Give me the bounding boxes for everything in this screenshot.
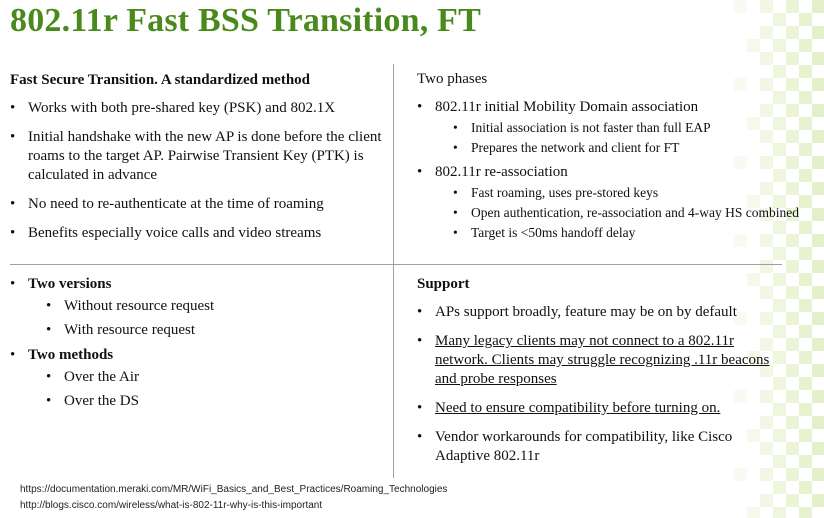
panel-heading: Fast Secure Transition. A standardized method <box>10 72 311 88</box>
sub-list-item: • Fast roaming, uses pre-stored keys <box>453 184 817 202</box>
pattern-square <box>799 13 812 26</box>
pattern-square <box>773 13 786 26</box>
phase-label: 802.11r re-association <box>435 164 568 180</box>
pattern-square <box>799 351 812 364</box>
pattern-square <box>760 0 773 13</box>
pattern-square <box>812 494 824 507</box>
pattern-square <box>773 481 786 494</box>
pattern-square <box>799 273 812 286</box>
pattern-square <box>786 52 799 65</box>
pattern-square <box>786 442 799 455</box>
pattern-square <box>786 364 799 377</box>
pattern-square <box>799 507 812 518</box>
vertical-divider <box>393 64 394 478</box>
pattern-square <box>812 0 824 13</box>
methods-label: Two methods <box>28 347 114 363</box>
pattern-square <box>786 260 799 273</box>
two-phases-panel <box>417 70 817 248</box>
pattern-square <box>786 338 799 351</box>
pattern-square <box>812 390 824 403</box>
sub-list-item: • With resource request <box>46 320 386 340</box>
pattern-square <box>812 416 824 429</box>
pattern-square <box>747 39 760 52</box>
list-item: • APs support broadly, feature may be on by default <box>417 303 787 322</box>
sub-list-item: • Target is <50ms handoff delay <box>453 224 817 242</box>
pattern-square <box>786 312 799 325</box>
list-item: • Need to ensure compatibility before turning on. <box>417 399 787 418</box>
pattern-square <box>812 442 824 455</box>
sub-bullet-list <box>28 367 386 411</box>
pattern-square <box>773 507 786 518</box>
pattern-square <box>812 338 824 351</box>
support-panel <box>417 275 787 476</box>
pattern-square <box>760 260 773 273</box>
pattern-square <box>799 429 812 442</box>
pattern-square <box>734 0 747 13</box>
pattern-square <box>799 481 812 494</box>
pattern-square <box>760 52 773 65</box>
pattern-square <box>812 52 824 65</box>
list-item <box>10 275 386 340</box>
sub-list-item: • Over the Air <box>46 367 386 387</box>
pattern-square <box>799 325 812 338</box>
pattern-square <box>799 299 812 312</box>
list-item <box>417 98 817 157</box>
list-item <box>417 163 817 242</box>
bullet-list <box>10 99 386 243</box>
reference-link[interactable]: https://documentation.meraki.com/MR/WiFi_Basics_and_Best_Practices/Roaming_Technologies <box>20 484 448 495</box>
pattern-square <box>799 247 812 260</box>
list-item: • Vendor workarounds for compatibility, like Cisco Adaptive 802.11r <box>417 428 787 466</box>
pattern-square <box>786 468 799 481</box>
list-item: • Benefits especially voice calls and video streams <box>10 224 386 243</box>
list-item: • Initial handshake with the new AP is done before the client roams to the target AP. Pairwise Transient Key (PTK) is calculated in advance <box>10 128 386 185</box>
horizontal-divider <box>10 264 782 265</box>
fast-secure-transition-panel <box>10 71 386 253</box>
list-item: • No need to re-authenticate at the time of roaming <box>10 195 386 214</box>
pattern-square <box>799 455 812 468</box>
pattern-square <box>786 390 799 403</box>
bullet-list <box>417 98 817 242</box>
versions-methods-panel <box>10 275 386 417</box>
pattern-square <box>799 377 812 390</box>
pattern-square <box>812 260 824 273</box>
sub-bullet-list <box>435 119 817 157</box>
references <box>20 482 447 514</box>
pattern-square <box>773 39 786 52</box>
bullet-list <box>417 303 787 466</box>
pattern-square <box>760 26 773 39</box>
sub-list-item: • Initial association is not faster than full EAP <box>453 119 817 137</box>
pattern-square <box>812 364 824 377</box>
sub-list-item: • Open authentication, re-association and 4-way HS combined <box>453 204 817 222</box>
pattern-square <box>786 286 799 299</box>
pattern-square <box>786 416 799 429</box>
versions-label: Two versions <box>28 276 112 292</box>
panel-heading: Support <box>417 276 470 292</box>
panel-heading: Two phases <box>417 71 488 87</box>
pattern-square <box>812 468 824 481</box>
sub-bullet-list <box>435 184 817 242</box>
list-item: • Many legacy clients may not connect to a 802.11r network. Clients may struggle recognizing .11r beacons and probe responses <box>417 332 787 389</box>
pattern-square <box>799 403 812 416</box>
bullet-list <box>10 275 386 411</box>
pattern-square <box>786 0 799 13</box>
pattern-square <box>773 247 786 260</box>
pattern-square <box>812 286 824 299</box>
pattern-square <box>786 26 799 39</box>
reference-link[interactable]: http://blogs.cisco.com/wireless/what-is-802-11r-why-is-this-important <box>20 500 323 511</box>
slide-title: 802.11r Fast BSS Transition, FT <box>10 2 481 39</box>
pattern-square <box>812 312 824 325</box>
sub-bullet-list <box>28 296 386 340</box>
sub-list-item: • Without resource request <box>46 296 386 316</box>
phase-label: 802.11r initial Mobility Domain association <box>435 99 699 115</box>
pattern-square <box>747 507 760 518</box>
sub-list-item: • Over the DS <box>46 391 386 411</box>
pattern-square <box>799 39 812 52</box>
sub-list-item: • Prepares the network and client for FT <box>453 139 817 157</box>
list-item: • Works with both pre-shared key (PSK) and 802.1X <box>10 99 386 118</box>
pattern-square <box>786 494 799 507</box>
list-item <box>10 346 386 411</box>
pattern-square <box>760 494 773 507</box>
pattern-square <box>812 26 824 39</box>
